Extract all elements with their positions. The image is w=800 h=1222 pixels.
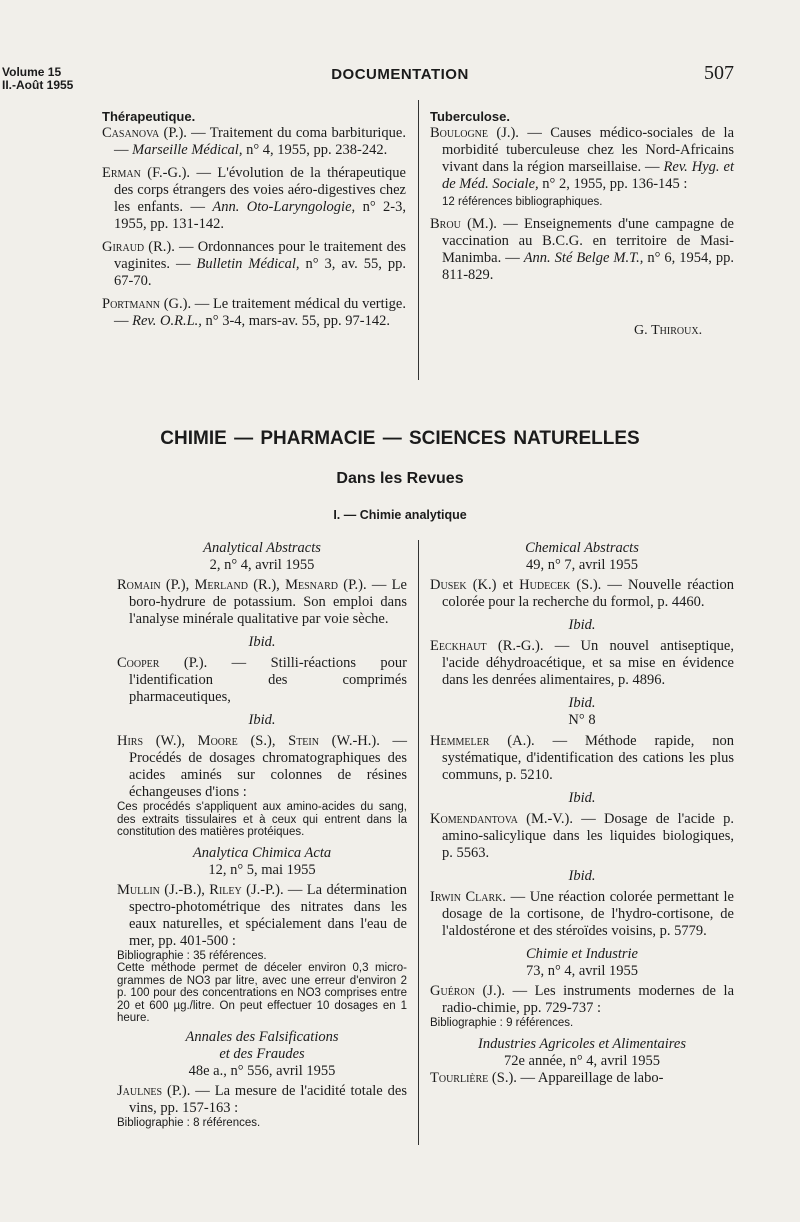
- section-subtitle: Dans les Revues: [336, 470, 464, 487]
- entry-text: (G.). — Le traitement médical du vertige. —: [114, 296, 406, 329]
- entry-text: (P.). — La mesure de l'acidité totale des vins, pp. 157-163 :: [129, 1082, 407, 1116]
- ibid: Ibid.: [248, 712, 276, 728]
- author: Hirs: [117, 733, 144, 749]
- author: Erman: [102, 165, 141, 181]
- entry-text: (S.). — Appareillage de labo-: [488, 1069, 664, 1086]
- author: Mesnard: [285, 577, 338, 593]
- author: Stein: [288, 733, 319, 749]
- section-heading-tuberculose: Tuberculose.: [430, 109, 510, 124]
- entry-text: (K.) et: [466, 577, 520, 593]
- entry-text: (R.),: [247, 577, 286, 593]
- journal-issue: 73, n° 4, avril 1955: [525, 963, 639, 979]
- entry-text: (M.). — Enseignements d'une campagne de vaccination au B.C.G. en territoire de Masi-Manimba. —: [442, 216, 734, 266]
- entry-text: (R.-G.). — Un nouvel antiseptique, l'acide déhydroacétique, et sa mise en évidence dans les denrées alimentaires, p. 4896.: [442, 638, 734, 688]
- column-divider: [418, 100, 419, 380]
- reference-entry: [430, 638, 734, 689]
- author: Merland: [194, 577, 248, 593]
- author: Hudecek: [519, 577, 571, 593]
- reference-entry: [102, 165, 406, 233]
- reference-entry: [430, 811, 734, 862]
- journal-issue: 2, n° 4, avril 1955: [209, 557, 315, 573]
- section-title: CHIMIE — PHARMACIE — SCIENCES NATURELLES: [160, 428, 640, 449]
- entry-text: (J.-P.). — La détermination spectro-photométrique des nitrates dans les eaux naturelles, et spécialement dans l'eau de mer, pp. 401-500 :: [129, 881, 407, 949]
- journal-name: Ann. Oto-Laryngologie,: [212, 199, 356, 215]
- reference-entry: [430, 216, 734, 284]
- journal-title: Analytical Abstracts: [203, 540, 321, 556]
- entry-citation: n° 3-4, mars-av. 55, pp. 97-142.: [201, 313, 391, 329]
- running-header: DOCUMENTATION: [331, 66, 469, 83]
- reference-entry: [117, 1083, 407, 1117]
- signature-initial: G.: [634, 323, 652, 338]
- bibliography-note: Bibliographie : 8 références.: [117, 1116, 261, 1129]
- entry-text: (W.-H.). — Procédés de dosages chromatographiques des acides aminés sur colonnes de résines échangeuses d'ions :: [129, 733, 408, 800]
- right-column: [430, 540, 734, 1093]
- journal-name: Rev. Hyg. et de Méd. Sociale,: [442, 159, 734, 192]
- author: Tourlière: [430, 1069, 489, 1086]
- author: Romain: [117, 577, 161, 593]
- entry-text: (M.-V.). — Dosage de l'acide p. amino-salicylique dans les liquides biologiques, p. 5563.: [442, 811, 734, 861]
- entry-text: (P.). — Le boro-hydrure de potassium. Son emploi dans l'analyse minérale qualitative par voie sèche.: [129, 577, 407, 627]
- journal-issue: 12, n° 5, mai 1955: [208, 861, 316, 878]
- author: Portmann: [102, 296, 161, 312]
- author: Riley: [209, 881, 242, 898]
- entry-text: (F.-G.). — L'évolution de la thérapeutique des corps étrangers des voies aéro-digestives chez les enfants. —: [114, 165, 406, 215]
- entry-citation: n° 2-3, 1955, pp. 131-142.: [114, 199, 406, 232]
- signature-name: Thiroux.: [651, 323, 703, 338]
- entry-note: Ces procédés s'appliquent aux amino-acides du sang, des extraits tissulaires et à ceux qui entrent dans la constitution des matières protéiques.: [117, 801, 407, 838]
- journal-name: Rev. O.R.L.,: [132, 313, 202, 329]
- signature: [634, 323, 702, 339]
- subsection-title: I. — Chimie analytique: [333, 508, 467, 522]
- therapeutique-column: [102, 108, 406, 336]
- reference-entry: [102, 239, 406, 290]
- author: Casanova: [102, 125, 160, 141]
- entry-text: (P.). — Traitement du coma barbiturique. —: [114, 125, 406, 158]
- entry-citation: n° 6, 1954, pp. 811-829.: [442, 250, 734, 283]
- ibid: Ibid.: [248, 634, 276, 650]
- journal-issue: 48e a., n° 556, avril 1955: [188, 1062, 336, 1079]
- entry-text: (R.). — Ordonnances pour le traitement des vaginites. —: [114, 239, 406, 272]
- journal-title: Chemical Abstracts: [525, 540, 639, 556]
- reference-entry: [117, 655, 407, 706]
- issue-date: II.-Août 1955: [2, 78, 74, 92]
- author: Dusek: [430, 577, 467, 593]
- section-heading-therapeutique: Thérapeutique.: [102, 109, 196, 124]
- entry-text: (P.),: [160, 577, 195, 593]
- author: Hemmeler: [430, 733, 490, 749]
- ibid: Ibid.: [568, 790, 596, 806]
- author: Irwin Clark: [430, 889, 503, 905]
- page-number: 507: [704, 62, 734, 84]
- entry-note: Cette méthode permet de déceler environ 0,3 micro-grammes de NO3 par litre, avec une erreur d'environ 2 p. 100 pour des concentrations en NO3 comprises entre 20 et 600 µg./litre. On peut effectuer 10 dosages en 1 heure.: [117, 962, 407, 1024]
- author: Giraud: [102, 239, 145, 255]
- reference-entry: [430, 125, 734, 210]
- left-column: [117, 540, 407, 1129]
- bibliography-note: Bibliographie : 35 références.: [117, 949, 267, 962]
- entry-text: (S.). — Nouvelle réaction colorée pour la recherche du formol, p. 4460.: [442, 577, 734, 610]
- entry-text: . — Une réaction colorée permettant le dosage de la cortisone, de l'hydro-cortisone, de l'aldostérone et des stéroïdes voisins, p. 5779.: [442, 889, 734, 939]
- entry-citation: n° 2, 1955, pp. 136-145 :: [538, 176, 688, 192]
- ibid: Ibid.: [568, 695, 596, 711]
- entry-text: (J.). — Causes médico-sociales de la morbidité tuberculeuse chez les Nord-Africains vivant dans la région marseillaise. —: [442, 125, 734, 175]
- reference-entry: [430, 1070, 734, 1087]
- reference-entry: [102, 125, 406, 159]
- journal-title: Analytica Chimica Acta: [192, 844, 332, 861]
- entry-text: (S.),: [237, 733, 289, 749]
- journal-title: Chimie et Industrie: [526, 946, 638, 962]
- author: Komendantova: [430, 811, 518, 827]
- author: Boulogne: [430, 125, 488, 141]
- reference-entry: [430, 983, 734, 1017]
- volume-number: Volume 15: [2, 65, 62, 79]
- column-divider: [418, 540, 419, 1145]
- reference-entry: [117, 733, 407, 801]
- reference-entry: [102, 296, 406, 330]
- journal-name: Bulletin Médical,: [196, 256, 300, 272]
- entry-text: (P.). — Stilli-réactions pour l'identification des comprimés pharmaceutiques,: [129, 655, 407, 705]
- issue-number: N° 8: [568, 712, 596, 728]
- tuberculose-column: [430, 108, 734, 290]
- reference-entry: [430, 733, 734, 784]
- author: Moore: [197, 733, 238, 749]
- reference-entry: [430, 889, 734, 940]
- entry-citation: n° 4, 1955, pp. 238-242.: [242, 142, 388, 158]
- reference-entry: [117, 882, 407, 950]
- author: Guéron: [430, 983, 475, 999]
- bibliography-note: 12 références bibliographiques.: [442, 196, 603, 208]
- ibid: Ibid.: [568, 868, 596, 884]
- author: Brou: [430, 216, 461, 232]
- entry-text: (J.-B.),: [159, 881, 210, 898]
- reference-entry: [117, 577, 407, 628]
- author: Jaulnes: [117, 1082, 163, 1099]
- entry-text: (J.). — Les instruments modernes de la radio-chimie, pp. 729-737 :: [442, 983, 734, 1016]
- journal-title-line2: et des Fraudes: [219, 1045, 305, 1062]
- journal-issue: 49, n° 7, avril 1955: [525, 557, 639, 573]
- author: Mullin: [117, 881, 160, 898]
- journal-name: Marseille Médical,: [132, 142, 243, 158]
- entry-text: (W.),: [143, 733, 198, 749]
- journal-issue: 72e année, n° 4, avril 1955: [504, 1052, 660, 1069]
- journal-title: Industries Agricoles et Alimentaires: [478, 1035, 686, 1052]
- ibid: Ibid.: [568, 617, 596, 633]
- bibliography-note: Bibliographie : 9 références.: [430, 1017, 574, 1029]
- entry-text: (A.). — Méthode rapide, non systématique, d'identification des cations les plus communs, p. 5210.: [442, 733, 734, 783]
- journal-title: Annales des Falsifications: [185, 1028, 339, 1045]
- author: Cooper: [117, 655, 160, 671]
- entry-citation: n° 3, av. 55, pp. 67-70.: [114, 256, 406, 289]
- author: Eeckhaut: [430, 638, 487, 654]
- journal-name: Ann. Sté Belge M.T.,: [523, 250, 644, 266]
- reference-entry: [430, 577, 734, 611]
